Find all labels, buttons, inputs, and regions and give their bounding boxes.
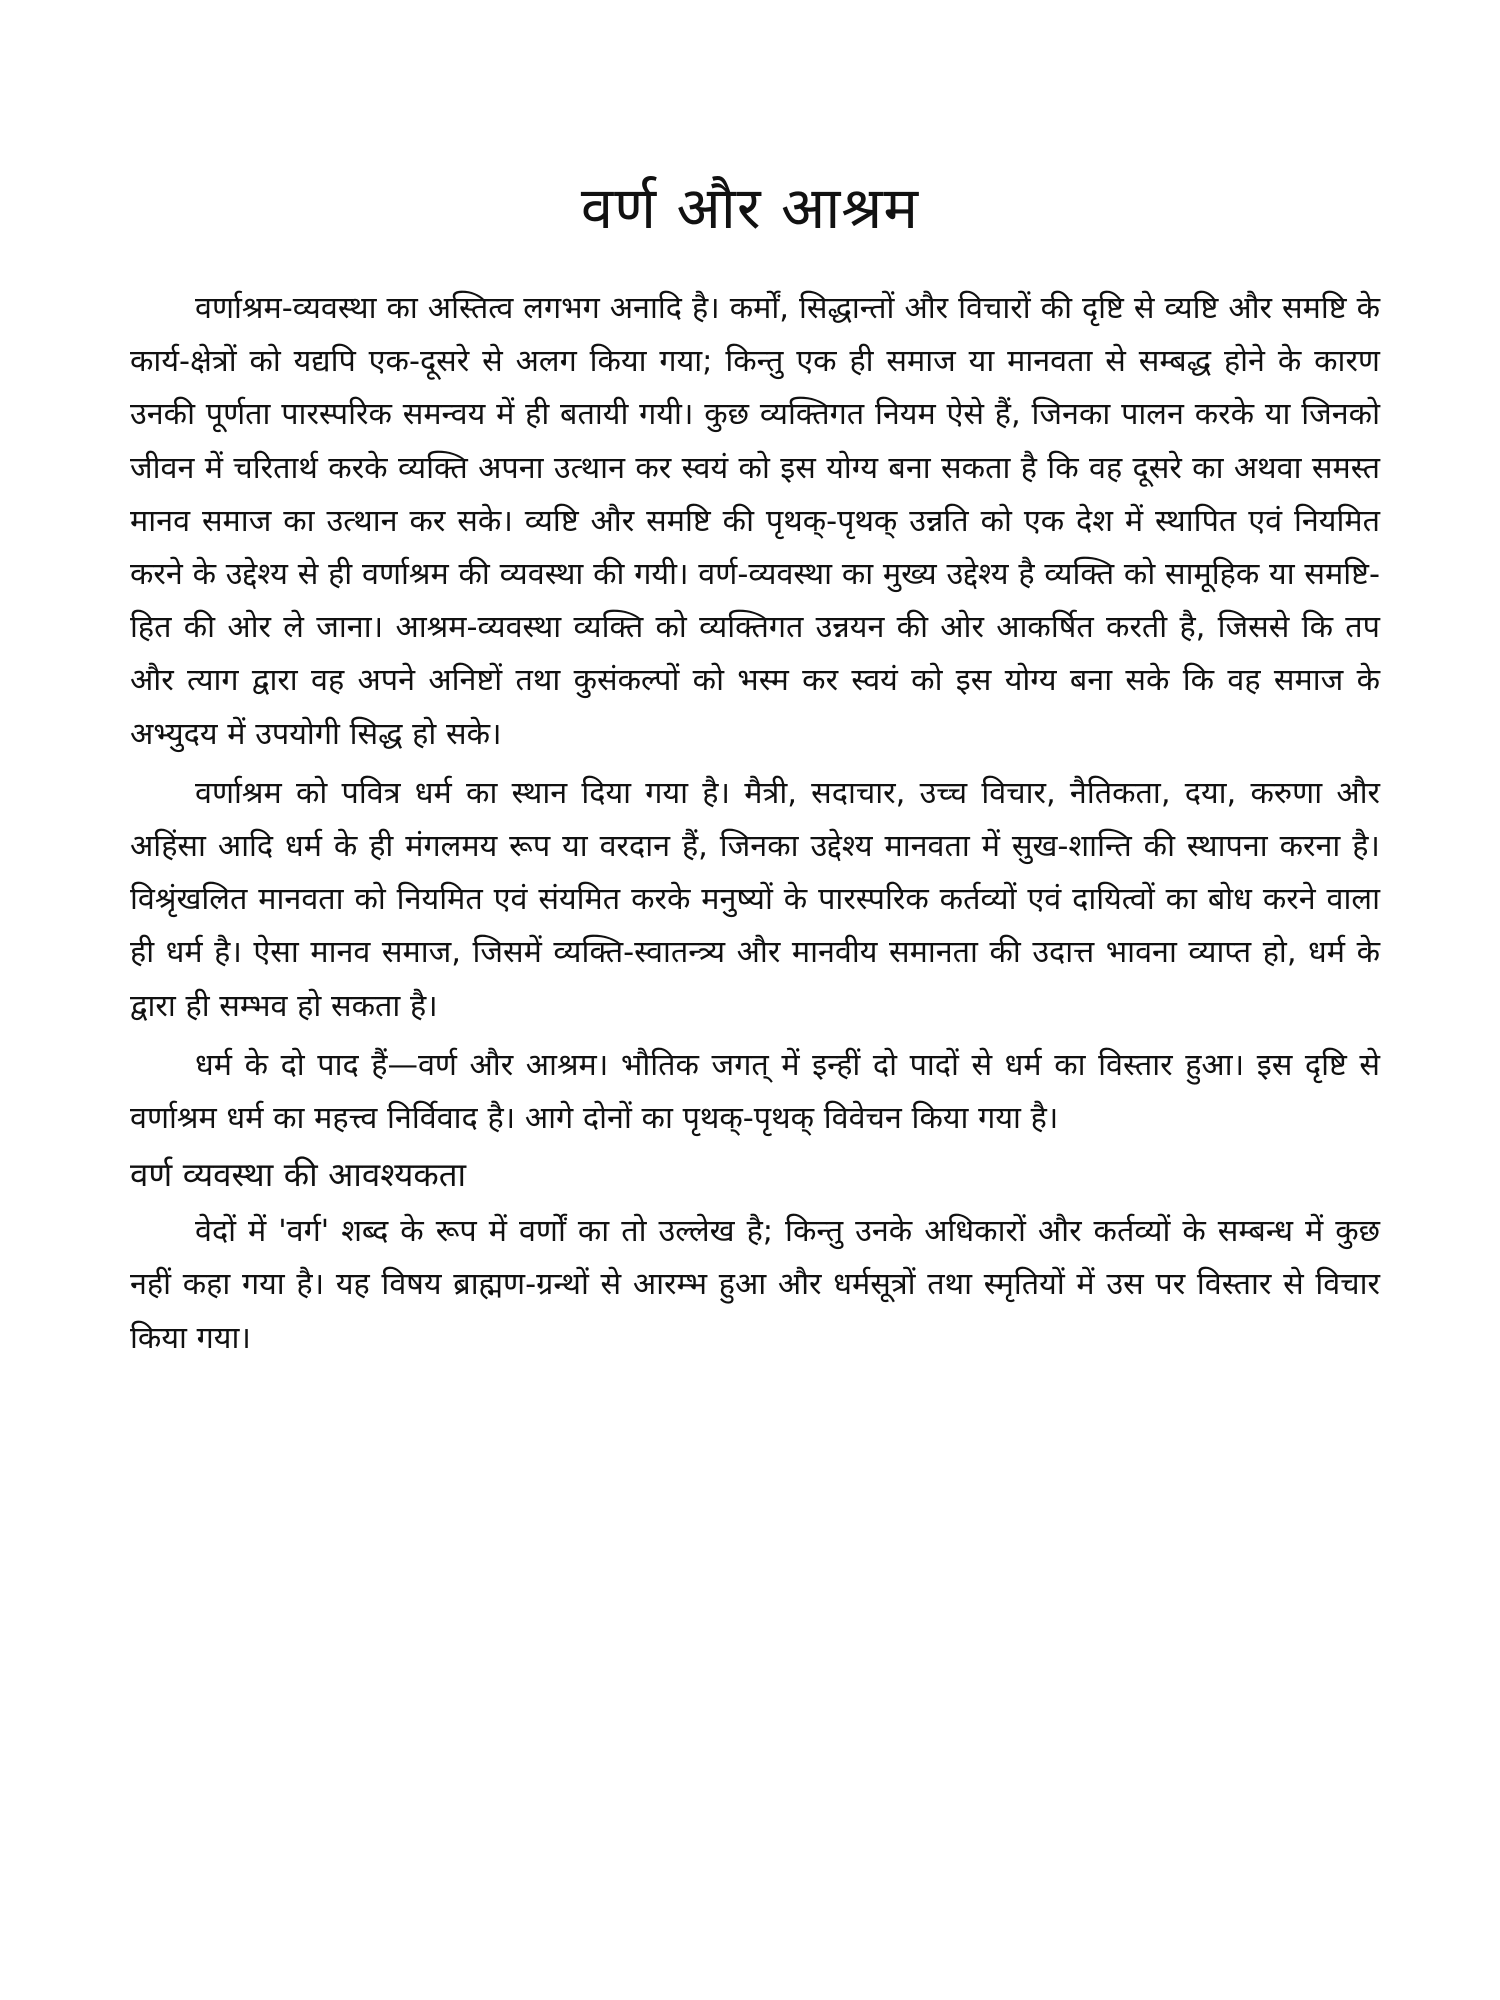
- paragraph-vedas: वेदों में 'वर्ग' शब्द के रूप में वर्णों का तो उल्लेख है; किन्तु उनके अधिकारों और कर्तव्यों के सम्बन्ध में कुछ नहीं कहा गया है। यह विषय ब्राह्मण-ग्रन्थों से आरम्भ हुआ और धर्मसूत्रों तथा स्मृतियों में उस पर विस्तार से विचार किया गया।: [130, 1214, 1380, 1356]
- page-title: वर्ण और आश्रम: [580, 174, 920, 242]
- section-subheading: वर्ण व्यवस्था की आवश्यकता: [130, 1155, 467, 1195]
- paragraph-varnashram-origin: वर्णाश्रम-व्यवस्था का अस्तित्व लगभग अनादि है। कर्मों, सिद्धान्तों और विचारों की दृष्टि से व्यष्टि और समष्टि के कार्य-क्षेत्रों को यद्यपि एक-दूसरे से अलग किया गया; किन्तु एक ही समाज या मानवता से सम्बद्ध होने के कारण उनकी पूर्णता पारस्परिक समन्वय में ही बतायी गयी। कुछ व्यक्तिगत नियम ऐसे हैं, जिनका पालन करके या जिनको जीवन में चरितार्थ करके व्यक्ति अपना उत्थान कर स्वयं को इस योग्य बना सकता है कि वह दूसरे का अथवा समस्त मानव समाज का उत्थान कर सके। व्यष्टि और समष्टि की पृथक्-पृथक् उन्नति को एक देश में स्थापित एवं नियमित करने के उद्देश्य से ही वर्णाश्रम की व्यवस्था की गयी। वर्ण-व्यवस्था का मुख्य उद्देश्य है व्यक्ति को सामूहिक या समष्टि-हित की ओर ले जाना। आश्रम-व्यवस्था व्यक्ति को व्यक्तिगत उन्नयन की ओर आकर्षित करती है, जिससे कि तप और त्याग द्वारा वह अपने अनिष्टों तथा कुसंकल्पों को भस्म कर स्वयं को इस योग्य बना सके कि वह समाज के अभ्युदय में उपयोगी सिद्ध हो सके।: [130, 291, 1380, 752]
- paragraph-dharma: वर्णाश्रम को पवित्र धर्म का स्थान दिया गया है। मैत्री, सदाचार, उच्च विचार, नैतिकता, दया, करुणा और अहिंसा आदि धर्म के ही मंगलमय रूप या वरदान हैं, जिनका उद्देश्य मानवता में सुख-शान्ति की स्थापना करना है। विश्रृंखलित मानवता को नियमित एवं संयमित करके मनुष्यों के पारस्परिक कर्तव्यों एवं दायित्वों का बोध करने वाला ही धर्म है। ऐसा मानव समाज, जिसमें व्यक्ति-स्वातन्त्र्य और मानवीय समानता की उदात्त भावना व्याप्त हो, धर्म के द्वारा ही सम्भव हो सकता है।: [130, 775, 1380, 1024]
- paragraph-two-feet: धर्म के दो पाद हैं—वर्ण और आश्रम। भौतिक जगत् में इन्हीं दो पादों से धर्म का विस्तार हुआ। इस दृष्टि से वर्णाश्रम धर्म का महत्त्व निर्विवाद है। आगे दोनों का पृथक्-पृथक् विवेचन किया गया है।: [130, 1047, 1380, 1137]
- body-text: [130, 282, 1380, 1365]
